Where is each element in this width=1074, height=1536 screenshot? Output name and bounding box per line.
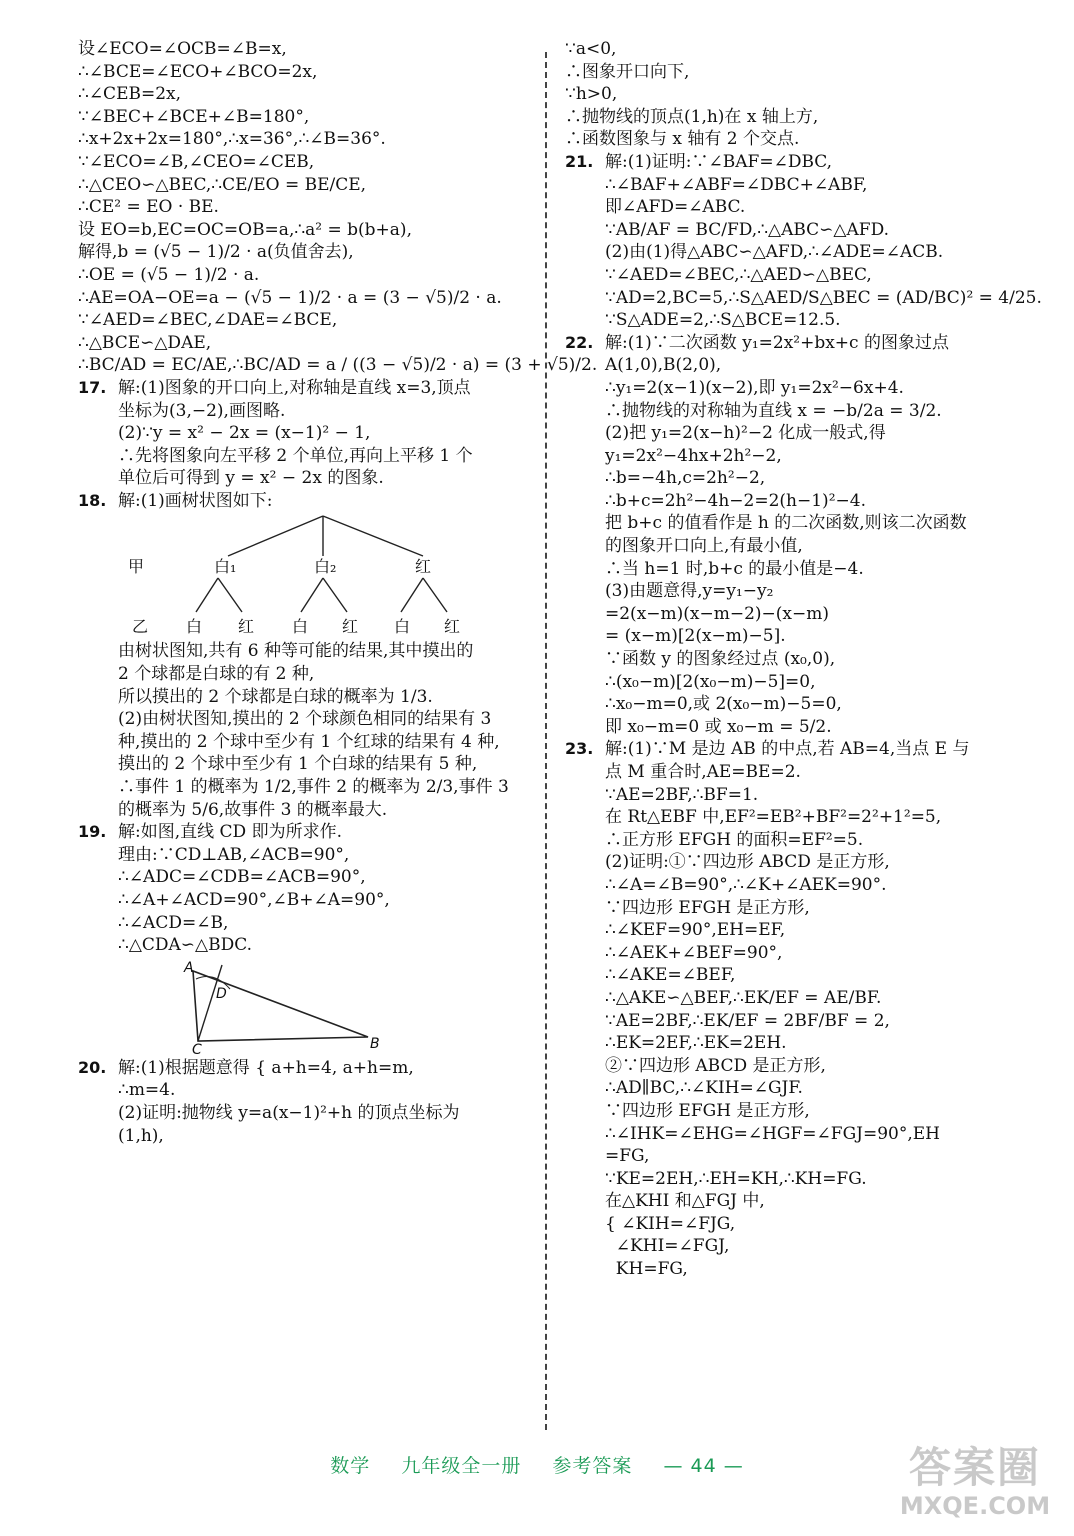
line-text: ∴CE² = EO · BE. [78, 197, 219, 218]
triangle-figure [118, 957, 530, 1057]
answer-line [565, 490, 1025, 513]
answer-line [78, 776, 530, 799]
problem-heading [565, 332, 1025, 355]
line-text: (2)证明:抛物线 y=a(x−1)²+h 的顶点坐标为 [118, 1102, 460, 1123]
line-text: ∴∠BAF+∠ABF=∠DBC+∠ABF, [605, 174, 868, 195]
answer-line [78, 219, 530, 242]
problem-number: 22. [565, 332, 594, 352]
answer-line [565, 354, 1025, 377]
line-text: (2)证明:①∵四边形 ABCD 是正方形, [605, 852, 890, 873]
answer-line [78, 422, 530, 445]
answer-line [565, 467, 1025, 490]
line-text: 单位后可得到 y = x² − 2x 的图象. [118, 468, 384, 489]
answer-line [565, 671, 1025, 694]
line-text: ∴△AKE∽△BEF,∴EK/EF = AE/BF. [605, 987, 882, 1008]
line-text: 把 b+c 的值看作是 h 的二次函数,则该二次函数 [605, 513, 967, 534]
line-text: (2)由树状图知,摸出的 2 个球颜色相同的结果有 3 [118, 709, 492, 730]
line-text: ∵h>0, [565, 84, 618, 105]
line-text: 解:(1)∵二次函数 y₁=2x²+bx+c 的图象过点 [605, 332, 949, 353]
answer-line [78, 467, 530, 490]
answer-line [78, 354, 598, 377]
line-text: ∴先将图象向左平移 2 个单位,再向上平移 1 个 [118, 445, 473, 466]
answer-line [78, 1102, 530, 1125]
answer-line [565, 264, 1025, 287]
answer-line [78, 640, 530, 663]
answer-line [565, 1168, 1025, 1191]
answer-line [565, 535, 1025, 558]
answer-line [565, 625, 1025, 648]
answer-line [565, 445, 1025, 468]
answer-line [565, 400, 1025, 423]
answer-line [78, 799, 530, 822]
footer-grade: 九年级全一册 [401, 1455, 522, 1477]
line-text: 种,摸出的 2 个球中至少有 1 个红球的结果有 4 种, [118, 731, 500, 752]
answer-line [78, 264, 530, 287]
line-text: ∴∠ADC=∠CDB=∠ACB=90°, [118, 867, 366, 888]
line-text: (2)由(1)得△ABC∽△AFD,∴∠ADE=∠ACB. [605, 242, 944, 263]
tree-node-label: 白₁ [214, 557, 237, 577]
footer-section: 参考答案 [552, 1455, 633, 1477]
answer-line [78, 708, 530, 731]
tree-leaf-label: 白 [292, 617, 309, 637]
line-text: ②∵四边形 ABCD 是正方形, [605, 1055, 826, 1076]
problem-heading [565, 738, 1025, 761]
answer-line [78, 1125, 530, 1148]
column-divider [545, 52, 547, 1430]
problem-number: 19. [78, 822, 107, 842]
answer-line [78, 866, 530, 889]
answer-line [565, 716, 1025, 739]
line-text: 点 M 重合时,AE=BE=2. [605, 762, 801, 782]
line-text: ∴∠IHK=∠EHG=∠HGF=∠FGJ=90°,EH [605, 1123, 940, 1144]
line-text: 即∠AFD=∠ABC. [605, 197, 746, 218]
answer-line [78, 332, 530, 355]
line-text: ∴(x₀−m)[2(x₀−m)−5]=0, [605, 671, 816, 692]
point-label: A [184, 959, 194, 976]
line-text: ∵∠ECO=∠B,∠CEO=∠CEB, [78, 151, 315, 172]
line-text: ∵AB/AF = BC/FD,∴△ABC∽△AFD. [605, 219, 890, 240]
line-text: ∴m=4. [118, 1080, 176, 1101]
line-text: (2)∵y = x² − 2x = (x−1)² − 1, [118, 423, 371, 444]
line-text: 在 Rt△EBF 中,EF²=EB²+BF²=2²+1²=5, [605, 807, 942, 828]
line-text: (2)把 y₁=2(x−h)²−2 化成一般式,得 [605, 423, 886, 444]
problem-number: 20. [78, 1057, 107, 1077]
answer-line [565, 964, 1025, 987]
answer-line [565, 38, 1025, 61]
line-text: ∵∠BEC+∠BCE+∠B=180°, [78, 106, 310, 127]
answer-line [78, 844, 530, 867]
problem-number: 17. [78, 377, 107, 397]
tree-leaf-label: 红 [238, 617, 255, 637]
line-text: 2 个球都是白球的有 2 种, [118, 664, 315, 685]
line-text: ∴EK=2EF,∴EK=2EH. [605, 1033, 787, 1054]
answer-line [78, 38, 530, 61]
line-text: 解:(1)图象的开口向上,对称轴是直线 x=3,顶点 [118, 377, 471, 398]
line-text: ∵AE=2BF,∴BF=1. [605, 784, 759, 805]
line-text: ∴x+2x+2x=180°,∴x=36°,∴∠B=36°. [78, 129, 386, 150]
line-text: ∵函数 y 的图象经过点 (x₀,0), [605, 649, 836, 670]
answer-line [565, 309, 1025, 332]
answer-line [565, 987, 1025, 1010]
tree-leaf-label: 白 [186, 617, 203, 637]
tree-leaf-label: 白 [394, 617, 411, 637]
answer-line [78, 445, 530, 468]
line-text: ∴∠ACD=∠B, [118, 912, 229, 933]
answer-line [78, 287, 530, 310]
line-text: ∵AD=2,BC=5,∴S△AED/S△BEC = (AD/BC)² = 4/25. [605, 287, 1042, 308]
answer-line [565, 1145, 1025, 1168]
problem-heading [78, 1057, 530, 1080]
line-text: =2(x−m)(x−m−2)−(x−m) [605, 603, 830, 624]
right-column [565, 38, 1042, 1281]
answer-line [565, 693, 1025, 716]
answer-line [78, 731, 530, 754]
answer-line [565, 806, 1025, 829]
line-text: KH=FG, [605, 1259, 688, 1280]
answer-line [565, 61, 1025, 84]
problem-heading [78, 377, 530, 400]
answer-line [78, 106, 530, 129]
line-text: ∵∠AED=∠BEC,∠DAE=∠BCE, [78, 310, 338, 331]
answer-line [78, 61, 530, 84]
line-text: ∴∠CEB=2x, [78, 84, 182, 105]
tree-branch [323, 516, 423, 556]
line-text: 理由:∵CD⊥AB,∠ACB=90°, [118, 844, 350, 865]
problem-number: 21. [565, 151, 594, 171]
answer-line [78, 309, 530, 332]
answer-line [565, 851, 1025, 874]
problem-heading [565, 151, 1025, 174]
answer-line [78, 753, 530, 776]
answer-line [565, 897, 1025, 920]
answer-line [78, 1079, 530, 1102]
line-text: ∴b+c=2h²−4h−2=2(h−1)²−4. [605, 490, 866, 511]
problem-number: 23. [565, 739, 594, 759]
line-text: 设∠ECO=∠OCB=∠B=x, [78, 39, 287, 59]
line-text: ∴OE = (√5 − 1)/2 · a. [78, 264, 260, 285]
watermark-url: MXQE.COM [899, 1492, 1051, 1520]
line-text: ∵∠AED=∠BEC,∴△AED∽△BEC, [605, 264, 872, 285]
line-text: 的图象开口向上,有最小值, [605, 536, 803, 557]
line-text: y₁=2x²−4hx+2h²−2, [605, 445, 782, 466]
tree-leaf-label: 红 [342, 617, 359, 637]
line-text: ∴∠BCE=∠ECO+∠BCO=2x, [78, 61, 318, 82]
answer-line [565, 1077, 1025, 1100]
line-text: ∵S△ADE=2,∴S△BCE=12.5. [605, 310, 841, 331]
tree-leaf-label: 红 [444, 617, 461, 637]
line-text: ∴AE=OA−OE=a − (√5 − 1)/2 · a = (3 − √5)/2 · a. [78, 287, 502, 308]
line-text: ∴AD∥BC,∴∠KIH=∠GJF. [605, 1078, 803, 1099]
answer-line [78, 174, 530, 197]
line-text: = (x−m)[2(x−m)−5]. [605, 626, 786, 647]
answer-line [78, 686, 530, 709]
tree-branch [323, 578, 347, 612]
answer-line [565, 580, 1025, 603]
line-text: ∴当 h=1 时,b+c 的最小值是−4. [605, 558, 864, 579]
line-text: (1,h), [118, 1125, 164, 1146]
tree-node-label: 甲 [128, 557, 145, 577]
answer-line [78, 151, 530, 174]
tree-branch [196, 578, 218, 612]
point-label: D [216, 985, 227, 1002]
tree-branch [423, 578, 447, 612]
line-text: 解:(1)根据题意得 { a+h=4, a+h=m, [118, 1057, 414, 1078]
line-text: ∴函数图象与 x 轴有 2 个交点. [565, 129, 800, 150]
line-text: ∴事件 1 的概率为 1/2,事件 2 的概率为 2/3,事件 3 [118, 777, 509, 798]
tree-branch [401, 578, 423, 612]
tree-node-label: 红 [415, 557, 432, 577]
answer-line [565, 784, 1025, 807]
line-text: ∴∠KEF=90°,EH=EF, [605, 920, 786, 941]
answer-line [565, 196, 1025, 219]
tree-branch [218, 578, 242, 612]
tree-branch [301, 578, 323, 612]
answer-line [565, 1055, 1025, 1078]
answer-line [78, 934, 530, 957]
answer-line [78, 196, 530, 219]
point-label: C [192, 1041, 202, 1058]
answer-line [565, 1258, 1025, 1281]
line-text: 解:(1)证明:∵∠BAF=∠DBC, [605, 151, 833, 172]
answer-line [565, 241, 1025, 264]
problem-heading [78, 490, 530, 513]
line-text: 解:如图,直线 CD 即为所求作. [118, 822, 342, 843]
answer-line [78, 912, 530, 935]
answer-line [565, 761, 1025, 784]
line-text: ∴△BCE∽△DAE, [78, 332, 212, 353]
line-text: ∴△CDA∽△BDC. [118, 935, 253, 956]
line-text: 的概率为 5/6,故事件 3 的概率最大. [118, 799, 388, 820]
line-text: 解得,b = (√5 − 1)/2 · a(负值舍去), [78, 242, 354, 263]
line-text: 解:(1)∵M 是边 AB 的中点,若 AB=4,当点 E 与 [605, 739, 970, 760]
answer-line [565, 874, 1025, 897]
answer-line [565, 1190, 1025, 1213]
answer-line [565, 919, 1025, 942]
line-text: ∴BC/AD = EC/AE,∴BC/AD = a / ((3 − √5)/2 · a) = (3 + √5)/2. [78, 355, 598, 376]
answer-line [78, 663, 530, 686]
answer-line [565, 558, 1025, 581]
line-text: (3)由题意得,y=y₁−y₂ [605, 581, 774, 602]
answer-line [565, 1032, 1025, 1055]
answer-line [78, 83, 530, 106]
line-text: 摸出的 2 个球中至少有 1 个白球的结果有 5 种, [118, 754, 478, 775]
answer-line [565, 512, 1025, 535]
answer-line [565, 106, 1025, 129]
line-text: ∴抛物线的顶点(1,h)在 x 轴上方, [565, 106, 819, 127]
answer-line [565, 1235, 1025, 1258]
line-text: 由树状图知,共有 6 种等可能的结果,其中摸出的 [118, 641, 474, 662]
triangle-abc [193, 971, 368, 1041]
line-text: 设 EO=b,EC=OC=OB=a,∴a² = b(b+a), [78, 219, 412, 240]
tree-diagram [118, 512, 530, 640]
line-text: ∴∠A+∠ACD=90°,∠B+∠A=90°, [118, 890, 390, 910]
footer-subject: 数学 [330, 1455, 371, 1477]
line-text: ∴△CEO∽△BEC,∴CE/EO = BE/CE, [78, 174, 367, 195]
point-label: B [370, 1035, 380, 1052]
line-text: ∴b=−4h,c=2h²−2, [605, 468, 766, 489]
answer-line [565, 1123, 1025, 1146]
page-number: — 44 — [663, 1455, 744, 1477]
answer-line [565, 603, 1025, 626]
line-text: 所以摸出的 2 个球都是白球的概率为 1/3. [118, 686, 433, 707]
line-text: ∴∠A=∠B=90°,∴∠K+∠AEK=90°. [605, 874, 887, 895]
answer-line [565, 83, 1025, 106]
line-text: ∴抛物线的对称轴为直线 x = −b/2a = 3/2. [605, 400, 942, 421]
answer-line [565, 287, 1042, 310]
line-text: ∴∠AEK+∠BEF=90°, [605, 942, 783, 963]
answer-line [565, 219, 1025, 242]
answer-line [565, 128, 1025, 151]
line-text: 即 x₀−m=0 或 x₀−m = 5/2. [605, 716, 832, 737]
answer-line [78, 889, 530, 912]
answer-line [565, 648, 1025, 671]
tree-node-label: 白₂ [314, 557, 337, 577]
answer-line [565, 1213, 1025, 1236]
line-text: ∴∠AKE=∠BEF, [605, 965, 736, 986]
line-text: A(1,0),B(2,0), [605, 355, 722, 376]
answer-line [565, 377, 1025, 400]
line-text: ∵a<0, [565, 39, 617, 59]
answer-line [78, 400, 530, 423]
line-text: ∴x₀−m=0,或 2(x₀−m)−5=0, [605, 694, 842, 715]
answer-line [565, 422, 1025, 445]
line-text: { ∠KIH=∠FJG, [605, 1213, 736, 1234]
line-text: ∴正方形 EFGH 的面积=EF²=5. [605, 829, 864, 850]
line-text: 在△KHI 和△FGJ 中, [605, 1191, 765, 1212]
watermark-logo [890, 1444, 1060, 1526]
line-text: ∠KHI=∠FGJ, [605, 1236, 730, 1257]
line-text: ∵四边形 EFGH 是正方形, [605, 897, 810, 918]
answer-line [565, 942, 1025, 965]
answer-line [78, 241, 530, 264]
line-text: ∵AE=2BF,∴EK/EF = 2BF/BF = 2, [605, 1010, 890, 1031]
answer-line [565, 829, 1025, 852]
line-text: ∵KE=2EH,∴EH=KH,∴KH=FG. [605, 1168, 867, 1189]
answer-line [565, 1010, 1025, 1033]
tree-leaf-label: 乙 [132, 617, 149, 637]
line-text: 坐标为(3,−2),画图略. [118, 400, 286, 421]
watermark-text: 答案圈 [908, 1443, 1041, 1492]
line-text: ∴图象开口向下, [565, 61, 690, 82]
tree-branch [228, 516, 323, 556]
answer-line [78, 128, 530, 151]
line-text: =FG, [605, 1146, 650, 1167]
line-text: ∵四边形 EFGH 是正方形, [605, 1100, 810, 1121]
answer-line [565, 1100, 1025, 1123]
line-text: 解:(1)画树状图如下: [118, 490, 273, 511]
problem-heading [78, 821, 530, 844]
answer-line [565, 174, 1025, 197]
line-text: ∴y₁=2(x−1)(x−2),即 y₁=2x²−6x+4. [605, 377, 904, 398]
problem-number: 18. [78, 490, 107, 510]
